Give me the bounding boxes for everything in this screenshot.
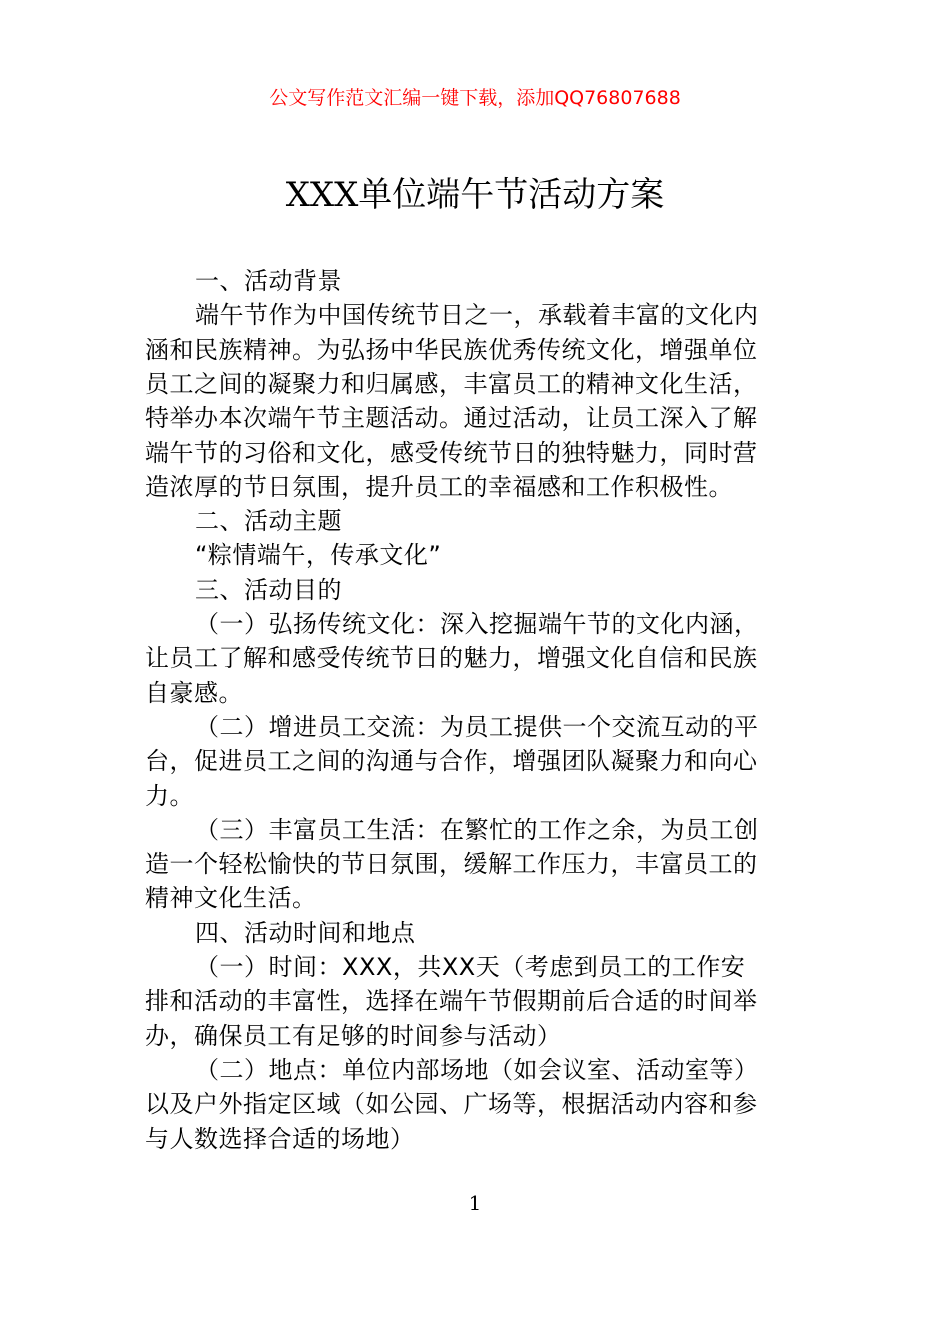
paragraph-line: （三）丰富员工生活：在繁忙的工作之余，为员工创 (195, 815, 759, 844)
paragraph-line: 涵和民族精神。为弘扬中华民族优秀传统文化，增强单位 (145, 335, 758, 364)
section-heading-time-place: 四、活动时间和地点 (195, 918, 416, 947)
paragraph-line: 端午节作为中国传统节日之一，承载着丰富的文化内 (195, 301, 759, 330)
paragraph-line: 员工之间的凝聚力和归属感，丰富员工的精神文化生活， (145, 369, 758, 398)
paragraph-line: 造一个轻松愉快的节日氛围，缓解工作压力，丰富员工的 (145, 850, 758, 879)
section-heading-purpose: 三、活动目的 (195, 575, 342, 604)
section-heading-background: 一、活动背景 (195, 267, 342, 295)
paragraph-line: （一）弘扬传统文化：深入挖掘端午节的文化内涵， (195, 610, 759, 638)
paragraph-line: 特举办本次端午节主题活动。通过活动，让员工深入了解 (145, 404, 758, 433)
paragraph-line: 以及户外指定区域（如公园、广场等，根据活动内容和参 (145, 1090, 758, 1119)
document-title: XXX单位端午节活动方案 (285, 175, 665, 215)
paragraph-line: 让员工了解和感受传统节日的魅力，增强文化自信和民族 (145, 644, 758, 673)
paragraph-line: 力。 (145, 781, 194, 810)
paragraph-line: （一）时间：XXX，共XX天（考虑到员工的工作安 (195, 953, 746, 981)
theme-slogan: “粽情端午，传承文化” (195, 541, 442, 570)
paragraph-line: 台，促进员工之间的沟通与合作，增强团队凝聚力和向心 (145, 747, 758, 776)
paragraph-line: 与人数选择合适的场地） (145, 1124, 415, 1153)
watermark-text: 公文写作范文汇编一键下载，添加QQ76807688 (269, 87, 681, 109)
paragraph-line: 精神文化生活。 (145, 884, 317, 913)
paragraph-line: 端午节的习俗和文化，感受传统节日的独特魅力，同时营 (145, 438, 758, 467)
paragraph-line: 造浓厚的节日氛围，提升员工的幸福感和工作积极性。 (145, 472, 733, 501)
paragraph-line: 办，确保员工有足够的时间参与活动） (145, 1021, 562, 1050)
page-number: 1 (468, 1191, 482, 1215)
paragraph-line: 自豪感。 (145, 678, 243, 707)
paragraph-line: （二）地点：单位内部场地（如会议室、活动室等） (195, 1055, 759, 1084)
paragraph-line: （二）增进员工交流：为员工提供一个交流互动的平 (195, 712, 759, 741)
paragraph-line: 排和活动的丰富性，选择在端午节假期前后合适的时间举 (145, 987, 758, 1016)
section-heading-theme: 二、活动主题 (195, 507, 342, 536)
